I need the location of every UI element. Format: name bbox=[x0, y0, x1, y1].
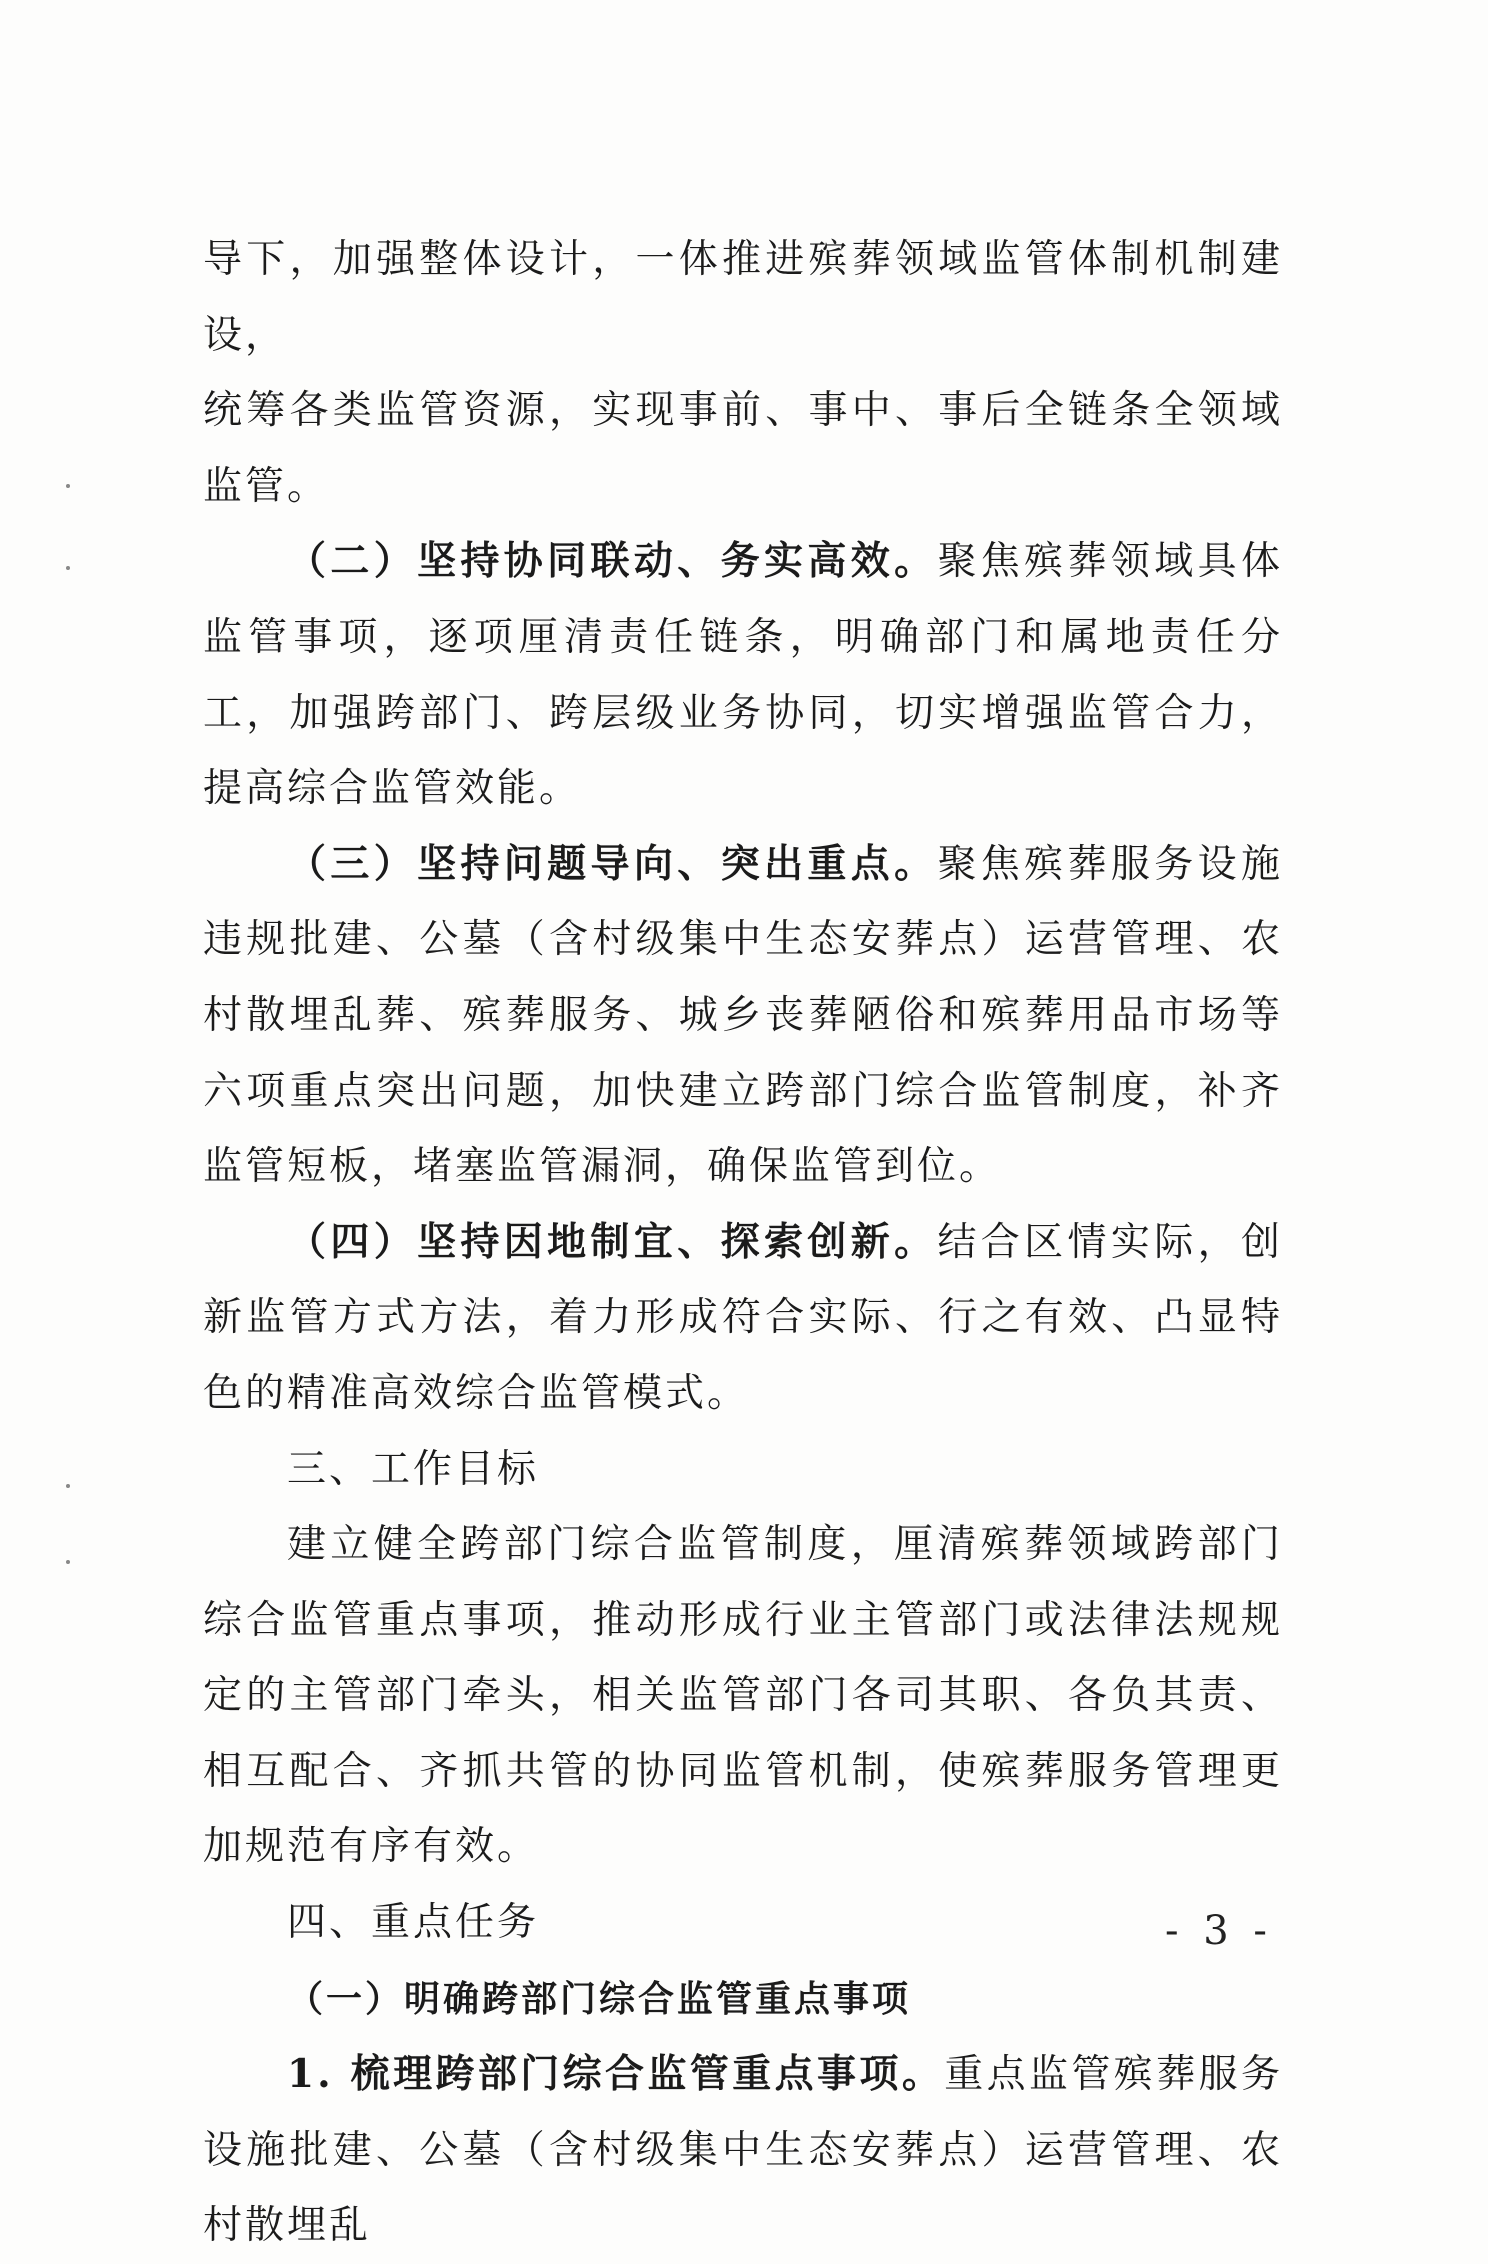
paragraph-goals: 建立健全跨部门综合监管制度，厘清殡葬领域跨部门综合监管重点事项，推动形成行业主管部门或法律法规规定的主管部门牵头，相关监管部门各司其职、各负其责、相互配合、齐抓共管的协同监管机制，使殡葬服务管理更加规范有序有效。 bbox=[203, 1522, 1283, 1870]
principle-text: 聚焦殡葬领域具体监管事项，逐项厘清责任链条，明确部门和属地责任分工，加强跨部门、跨层级业务协同，切实增强监管合力，提高综合监管效能。 bbox=[203, 539, 1283, 812]
section-heading-tasks: 四、重点任务 bbox=[287, 1900, 540, 1946]
paragraph-continued bbox=[203, 222, 1283, 524]
principle-heading: （四）坚持因地制宜、探索创新。 bbox=[287, 1218, 938, 1265]
text-line: 导下，加强整体设计，一体推进殡葬领域监管体制机制建设， bbox=[203, 237, 1283, 358]
paragraph-principle-4 bbox=[203, 1205, 1283, 1432]
principle-heading: （三）坚持问题导向、突出重点。 bbox=[287, 840, 938, 887]
scan-mark bbox=[66, 1484, 70, 1488]
paragraph-principle-2 bbox=[203, 524, 1283, 826]
scan-mark bbox=[66, 1560, 70, 1564]
task-heading: 1. 梳理跨部门综合监管重点事项。 bbox=[287, 2051, 945, 2098]
body-text bbox=[203, 222, 1283, 2264]
text-line: 统筹各类监管资源，实现事前、事中、事后全链条全领域监管。 bbox=[203, 388, 1283, 509]
subsection-title: （一）明确跨部门综合监管重点事项 bbox=[287, 1978, 912, 2020]
section-heading-goals: 三、工作目标 bbox=[287, 1446, 540, 1492]
scan-mark bbox=[66, 484, 70, 488]
principle-heading: （二）坚持协同联动、务实高效。 bbox=[287, 538, 938, 585]
principle-text: 结合区情实际，创新监管方式方法，着力形成符合实际、行之有效、凸显特色的精准高效综合监管模式。 bbox=[203, 1219, 1283, 1416]
paragraph-task-1 bbox=[203, 2037, 1283, 2264]
page-number: - 3 - bbox=[1165, 1908, 1273, 1954]
paragraph-principle-3 bbox=[203, 827, 1283, 1205]
subsection-heading bbox=[203, 1961, 1283, 2038]
scan-mark bbox=[66, 566, 70, 570]
task-text: 重点监管殡葬服务设施批建、公墓（含村级集中生态安葬点）运营管理、农村散埋乱 bbox=[203, 2052, 1283, 2249]
principle-text: 聚焦殡葬服务设施违规批建、公墓（含村级集中生态安葬点）运营管理、农村散埋乱葬、殡葬服务、城乡丧葬陋俗和殡葬用品市场等六项重点突出问题，加快建立跨部门综合监管制度，补齐监管短板，堵塞监管漏洞，确保监管到位。 bbox=[203, 841, 1283, 1190]
